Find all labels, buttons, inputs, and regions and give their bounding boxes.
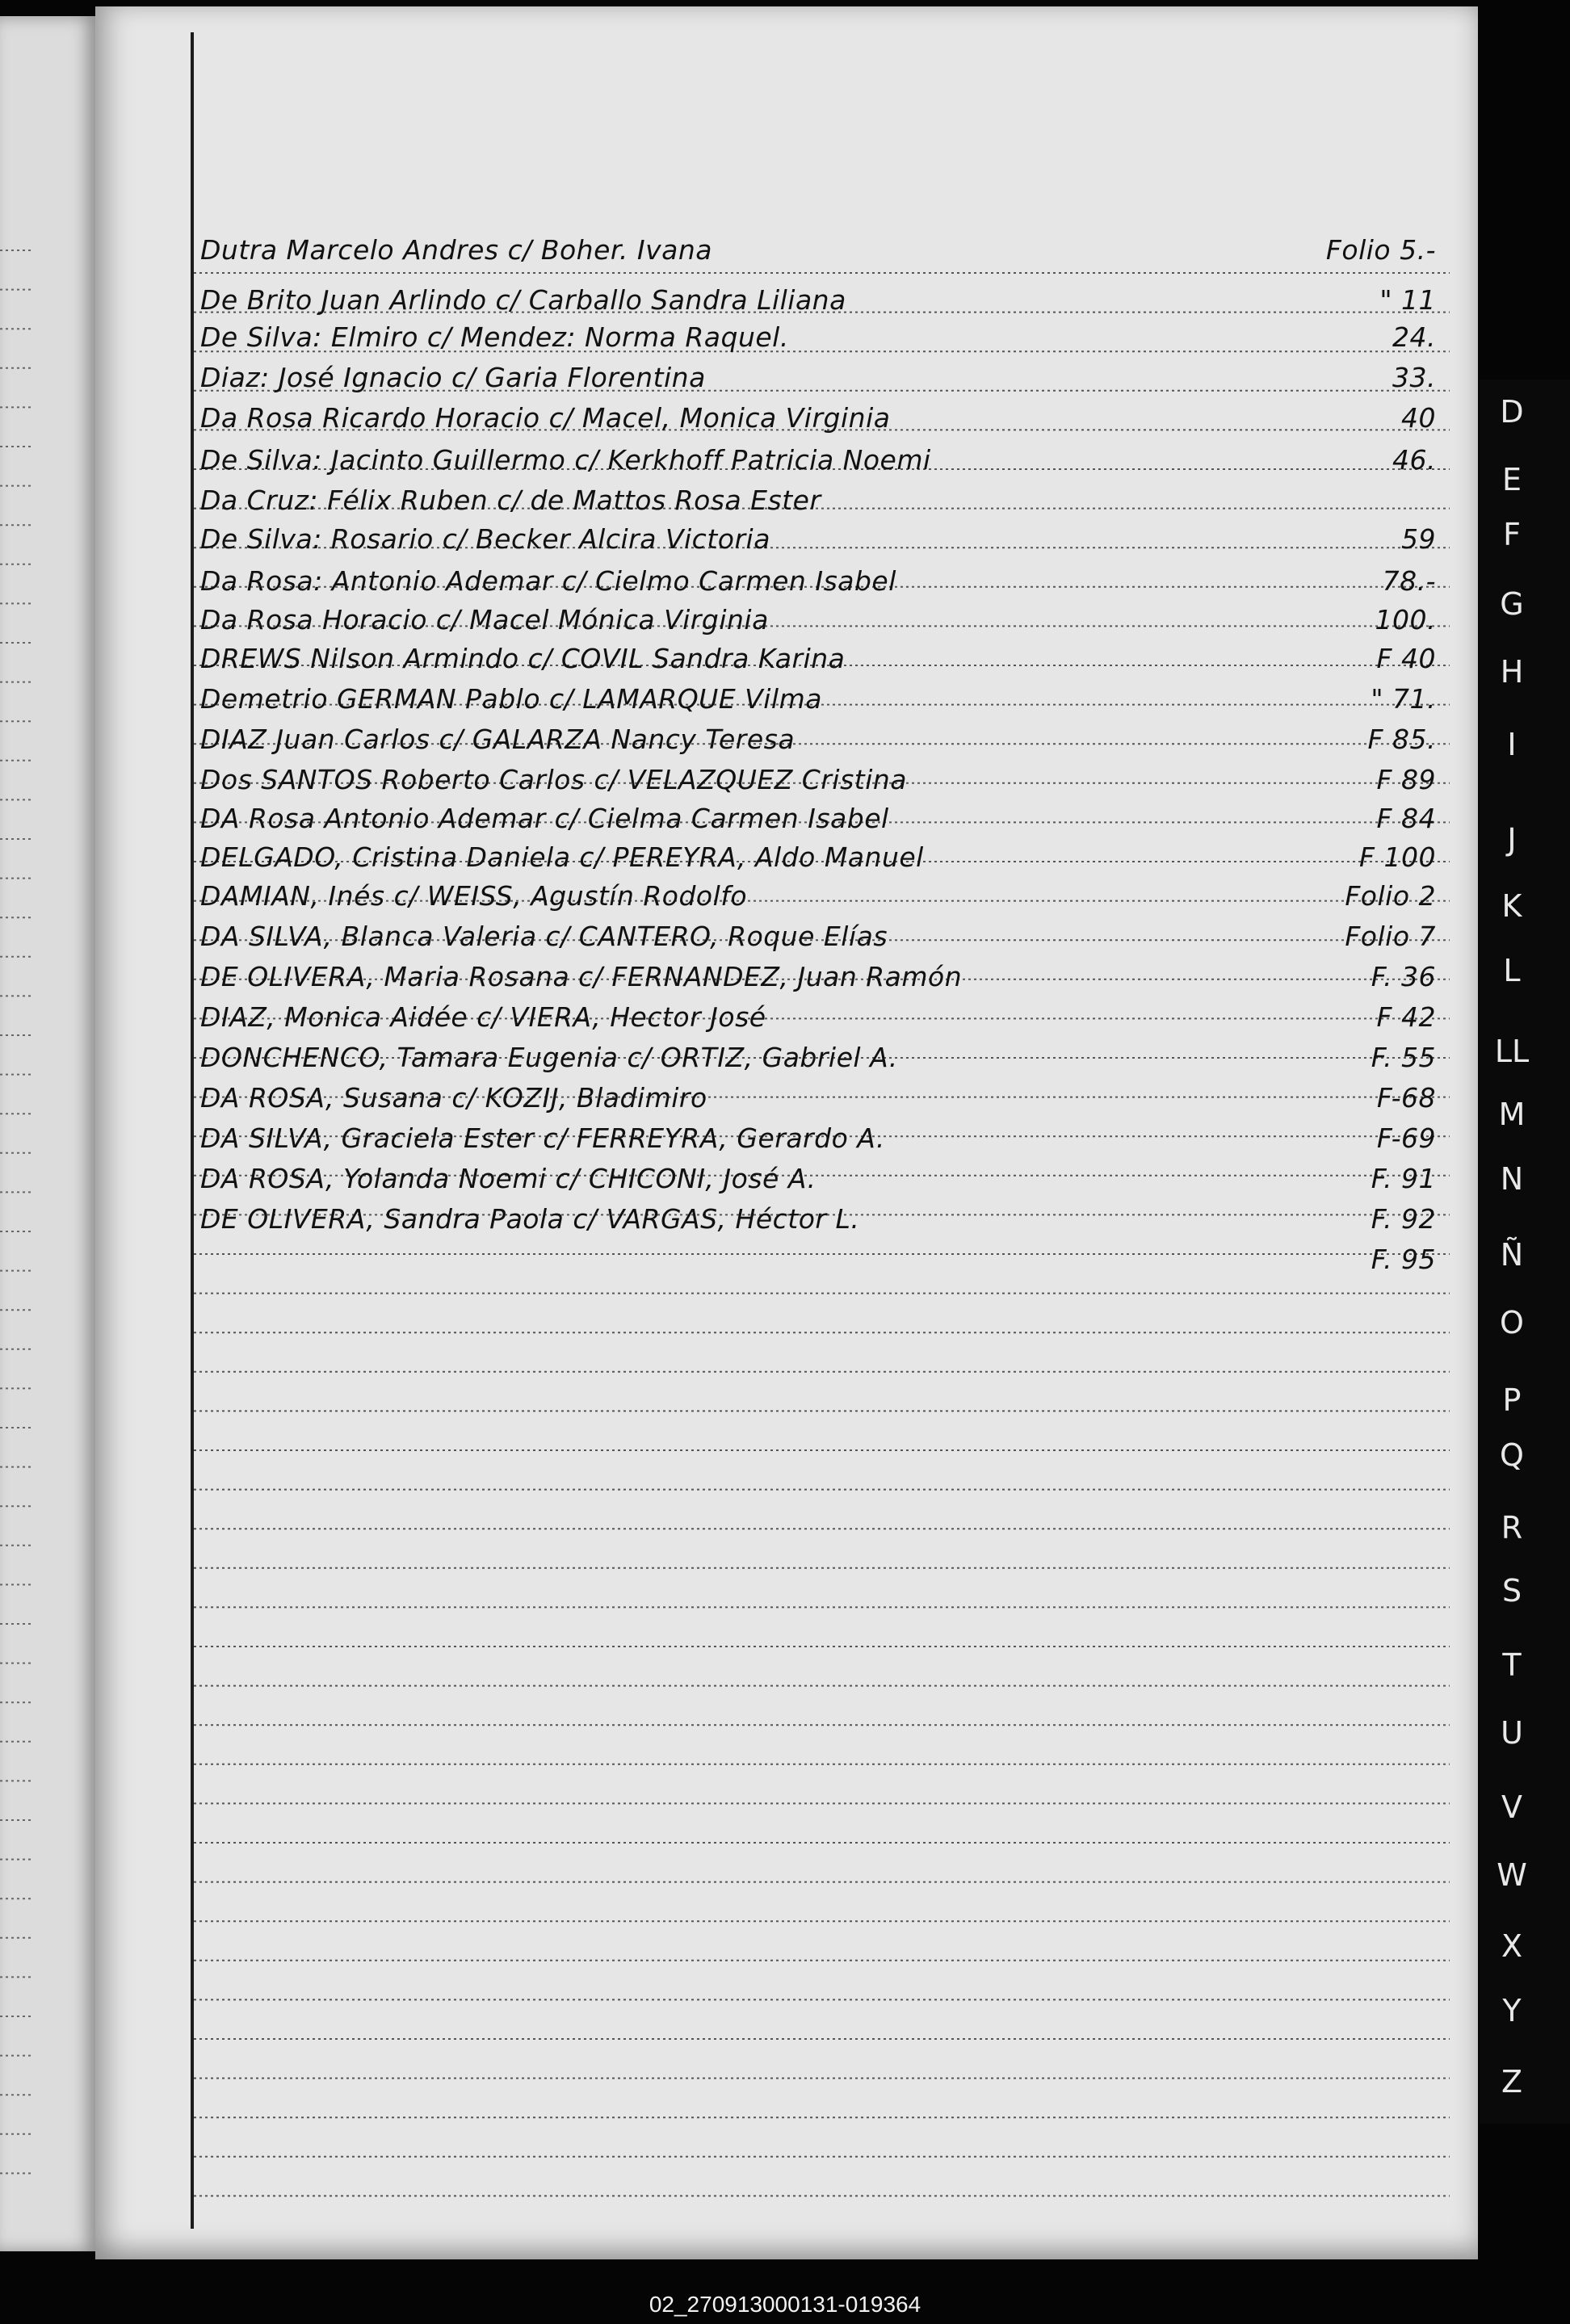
entry-folio: Folio 2 bbox=[1345, 880, 1436, 912]
entry-name: Da Cruz: Félix Ruben c/ de Mattos Rosa Ester bbox=[200, 485, 821, 516]
index-tab-w[interactable]: W bbox=[1497, 1857, 1527, 1893]
entry-name: Da Rosa Horacio c/ Macel Mónica Virginia bbox=[200, 604, 769, 636]
entry-name: De Silva: Jacinto Guillermo c/ Kerkhoff Patricia Noemi bbox=[200, 444, 931, 476]
index-tab-x[interactable]: X bbox=[1501, 1928, 1523, 1964]
index-tab-ll[interactable]: LL bbox=[1494, 1034, 1530, 1069]
entry-folio: F. 55 bbox=[1371, 1042, 1436, 1073]
entry-name: DA ROSA, Susana c/ KOZIJ, Bladimiro bbox=[200, 1082, 707, 1114]
entry-name: Dos SANTOS Roberto Carlos c/ VELAZQUEZ Cristina bbox=[200, 764, 908, 795]
index-tab-s[interactable]: S bbox=[1501, 1573, 1522, 1609]
entry-row bbox=[200, 234, 1436, 268]
entry-folio: Folio 5.- bbox=[1325, 234, 1436, 266]
index-tab-z[interactable]: Z bbox=[1501, 2064, 1523, 2100]
index-tab-enye[interactable]: Ñ bbox=[1500, 1237, 1524, 1273]
entry-folio: 46. bbox=[1392, 444, 1436, 476]
entry-row bbox=[200, 1244, 1436, 1277]
entry-name: DA SILVA, Graciela Ester c/ FERREYRA, Gerardo A. bbox=[200, 1122, 885, 1154]
entry-name: Demetrio GERMAN Pablo c/ LAMARQUE Vilma bbox=[200, 683, 822, 715]
entry-row bbox=[200, 402, 1436, 436]
entry-row bbox=[200, 643, 1436, 677]
entry-name: DIAZ Juan Carlos c/ GALARZA Nancy Teresa bbox=[200, 724, 795, 755]
entry-row bbox=[200, 362, 1436, 396]
entry-row bbox=[200, 841, 1436, 875]
index-tab-d[interactable]: D bbox=[1500, 394, 1524, 430]
index-tab-n[interactable]: N bbox=[1500, 1161, 1524, 1197]
entry-folio: F-68 bbox=[1376, 1082, 1436, 1114]
entry-name: Da Rosa Ricardo Horacio c/ Macel, Monica Virginia bbox=[200, 402, 891, 434]
entry-row bbox=[200, 485, 1436, 518]
entry-folio: 100. bbox=[1375, 604, 1436, 636]
entry-row bbox=[200, 683, 1436, 717]
index-tab-k[interactable]: K bbox=[1501, 888, 1522, 924]
entry-name: De Silva: Elmiro c/ Mendez: Norma Raquel. bbox=[200, 321, 789, 353]
entry-name: DE OLIVERA, Maria Rosana c/ FERNANDEZ, Juan Ramón bbox=[200, 961, 963, 992]
entry-row bbox=[200, 764, 1436, 798]
entry-name: DA SILVA, Blanca Valeria c/ CANTERO, Roque Elías bbox=[200, 921, 888, 952]
index-tab-g[interactable]: G bbox=[1500, 586, 1524, 622]
index-tab-o[interactable]: O bbox=[1500, 1305, 1524, 1340]
entry-row bbox=[200, 284, 1436, 318]
entry-row bbox=[200, 321, 1436, 355]
entry-name: Da Rosa: Antonio Ademar c/ Cielmo Carmen Isabel bbox=[200, 565, 896, 597]
entry-name: DAMIAN, Inés c/ WEISS, Agustín Rodolfo bbox=[200, 880, 748, 912]
index-tab-j[interactable]: J bbox=[1507, 822, 1517, 858]
entry-row bbox=[200, 1001, 1436, 1035]
entry-folio: F 85. bbox=[1367, 724, 1436, 755]
entry-name: Dutra Marcelo Andres c/ Boher. Ivana bbox=[200, 234, 713, 266]
index-tab-y[interactable]: Y bbox=[1502, 1993, 1522, 2028]
entry-name: De Silva: Rosario c/ Becker Alcira Victoria bbox=[200, 523, 770, 555]
index-tab-m[interactable]: M bbox=[1498, 1097, 1526, 1132]
index-tab-t[interactable]: T bbox=[1502, 1647, 1522, 1683]
entry-folio: 59 bbox=[1401, 523, 1436, 555]
entry-name: DA Rosa Antonio Ademar c/ Cielma Carmen Isabel bbox=[200, 803, 889, 834]
entry-folio: F. 91 bbox=[1371, 1163, 1436, 1194]
entry-folio: 78.- bbox=[1382, 565, 1436, 597]
index-tab-q[interactable]: Q bbox=[1500, 1437, 1524, 1473]
entry-row bbox=[200, 523, 1436, 557]
entry-name: DE OLIVERA, Sandra Paola c/ VARGAS, Héctor L. bbox=[200, 1203, 860, 1235]
entry-row bbox=[200, 1082, 1436, 1116]
index-tab-u[interactable]: U bbox=[1501, 1715, 1523, 1751]
entry-folio: Folio 7 bbox=[1345, 921, 1436, 952]
index-tab-r[interactable]: R bbox=[1501, 1510, 1523, 1546]
entry-row bbox=[200, 880, 1436, 914]
entry-folio: 24. bbox=[1392, 321, 1436, 353]
index-tab-e[interactable]: E bbox=[1501, 462, 1522, 497]
entry-folio: 33. bbox=[1392, 362, 1436, 393]
index-tab-l[interactable]: L bbox=[1503, 953, 1521, 988]
entry-row bbox=[200, 724, 1436, 757]
entry-folio: F. 92 bbox=[1371, 1203, 1436, 1235]
entry-row bbox=[200, 1042, 1436, 1076]
entry-row bbox=[200, 921, 1436, 954]
entry-folio: F 100 bbox=[1359, 841, 1436, 873]
entry-name: De Brito Juan Arlindo c/ Carballo Sandra Liliana bbox=[200, 284, 846, 316]
entry-folio: F 84 bbox=[1376, 803, 1436, 834]
entry-folio: F 42 bbox=[1376, 1001, 1436, 1033]
index-tab-v[interactable]: V bbox=[1501, 1789, 1522, 1825]
entry-name: DONCHENCO, Tamara Eugenia c/ ORTIZ, Gabriel A. bbox=[200, 1042, 898, 1073]
index-tab-p[interactable]: P bbox=[1502, 1382, 1522, 1418]
index-tab-h[interactable]: H bbox=[1500, 654, 1524, 690]
entry-folio: " 71. bbox=[1371, 683, 1436, 715]
entry-folio: F-69 bbox=[1376, 1122, 1436, 1154]
entry-name: Diaz: José Ignacio c/ Garia Florentina bbox=[200, 362, 706, 393]
entry-row bbox=[200, 961, 1436, 995]
entry-row bbox=[200, 1163, 1436, 1197]
index-tab-f[interactable]: F bbox=[1503, 517, 1521, 552]
entry-row bbox=[200, 1122, 1436, 1156]
entry-folio: 40 bbox=[1401, 402, 1436, 434]
entry-name: DA ROSA, Yolanda Noemi c/ CHICONI, José A. bbox=[200, 1163, 816, 1194]
entry-folio: F 89 bbox=[1376, 764, 1436, 795]
entry-folio: F. 95 bbox=[1371, 1244, 1436, 1275]
entry-row bbox=[200, 1203, 1436, 1237]
entry-name: DREWS Nilson Armindo c/ COVIL Sandra Karina bbox=[200, 643, 846, 674]
entry-row bbox=[200, 565, 1436, 599]
entry-name: DELGADO, Cristina Daniela c/ PEREYRA, Aldo Manuel bbox=[200, 841, 924, 873]
entry-row bbox=[200, 604, 1436, 638]
entry-name: DIAZ, Monica Aidée c/ VIERA, Hector José bbox=[200, 1001, 766, 1033]
entry-row bbox=[200, 803, 1436, 837]
entry-folio: F 40 bbox=[1376, 643, 1436, 674]
entry-row bbox=[200, 444, 1436, 478]
entry-folio: " 11 bbox=[1379, 284, 1436, 316]
entry-folio: F. 36 bbox=[1371, 961, 1436, 992]
index-tab-i[interactable]: I bbox=[1507, 727, 1517, 762]
image-caption: 02_270913000131-019364 bbox=[0, 2285, 1570, 2324]
